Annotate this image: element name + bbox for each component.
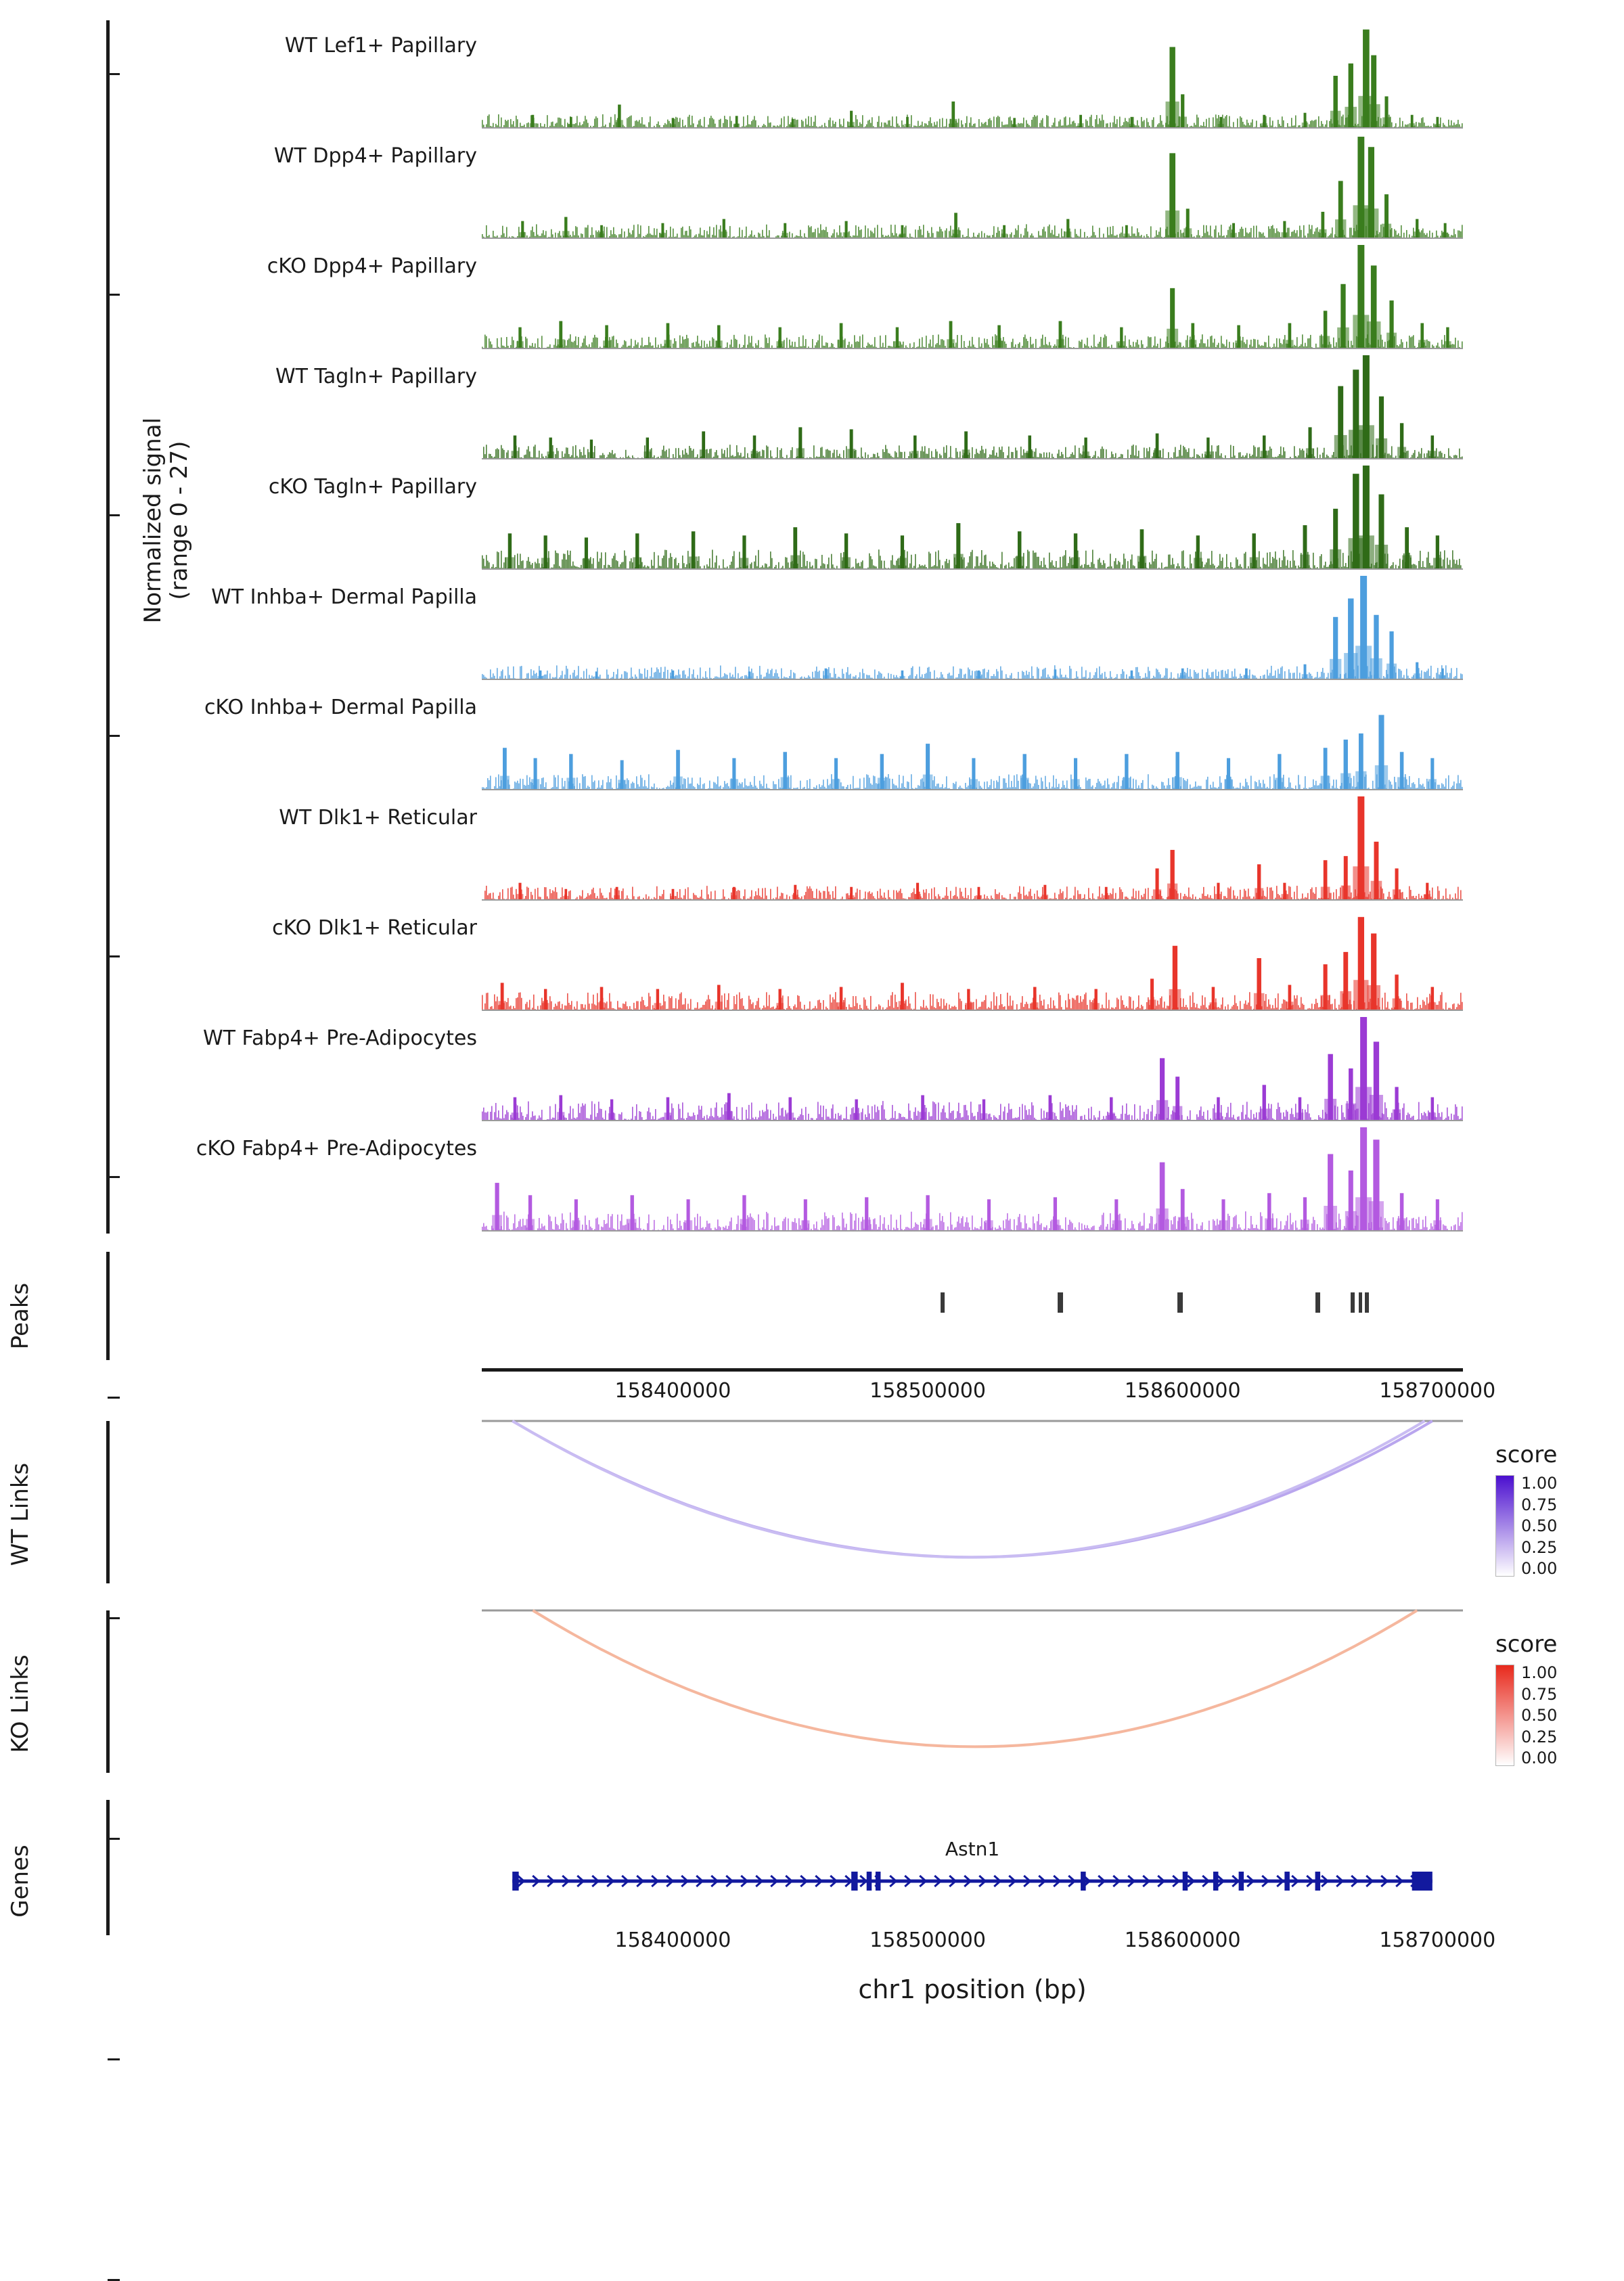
coverage-signal (482, 241, 1463, 349)
coverage-baseline (482, 789, 1463, 790)
wt-links-legend-ticks (1521, 1475, 1557, 1577)
wt-links-spine (106, 1421, 110, 1583)
coverage-signal (482, 351, 1463, 459)
peaks-label: Peaks (7, 1283, 34, 1349)
wt-legend-tick-1: 1.00 (1521, 1475, 1557, 1491)
ko-links-track (482, 1604, 1463, 1786)
ko-legend-tick-1: 1.00 (1521, 1665, 1557, 1681)
wt-legend-tick-4: 0.25 (1521, 1539, 1557, 1556)
coverage-baseline (482, 568, 1463, 570)
coverage-track (0, 792, 1624, 901)
coverage-track-label: WT Dlk1+ Reticular (279, 806, 477, 830)
coverage-baseline (482, 348, 1463, 349)
peaks-track (482, 1252, 1463, 1360)
genes-panel (0, 1793, 1624, 2030)
coverage-track (0, 1013, 1624, 1121)
peaks-spine (106, 1252, 110, 1360)
coverage-track-label: cKO Inhba+ Dermal Papilla (204, 696, 477, 719)
coverage-track-label: cKO Tagln+ Papillary (269, 475, 477, 499)
peak-mark (1177, 1292, 1183, 1313)
peak-mark (1058, 1292, 1063, 1313)
ko-links-legend (1495, 1631, 1610, 1766)
ko-links-legend-ticks (1521, 1665, 1557, 1766)
coverage-track (0, 903, 1624, 1011)
genome-tick-label: 158700000 (1379, 1379, 1495, 1403)
ko-links-spine (106, 1610, 110, 1773)
ko-links-panel (0, 1604, 1624, 1793)
exon-block (1239, 1872, 1244, 1891)
coverage-signal (482, 20, 1463, 129)
coverage-track-label: WT Lef1+ Papillary (285, 34, 477, 58)
coverage-baseline (482, 1230, 1463, 1232)
coverage-signal (482, 131, 1463, 239)
peak-mark (1359, 1292, 1363, 1313)
coverage-baseline (482, 899, 1463, 901)
genes-spine (106, 1800, 110, 1935)
exon-block (512, 1872, 518, 1891)
gene-body (482, 1793, 1463, 1928)
genome-tick-label: 158700000 (1379, 1928, 1495, 1952)
link-arc (512, 1421, 1424, 1557)
peak-mark (1365, 1292, 1369, 1313)
coverage-track (0, 461, 1624, 570)
coverage-baseline (482, 238, 1463, 239)
coverage-signal (482, 682, 1463, 790)
wt-links-panel (0, 1414, 1624, 1604)
ko-legend-tick-3: 0.50 (1521, 1707, 1557, 1723)
coverage-track (0, 20, 1624, 129)
coverage-track (0, 1123, 1624, 1232)
coverage-signal (482, 1013, 1463, 1121)
coverage-signal (482, 1123, 1463, 1232)
coverage-track-label: cKO Dpp4+ Papillary (267, 254, 477, 278)
exon-block (1213, 1872, 1219, 1891)
wt-links-track (482, 1414, 1463, 1597)
coverage-baseline (482, 679, 1463, 680)
ko-links-label: KO Links (7, 1654, 34, 1753)
wt-links-legend (1495, 1441, 1610, 1577)
link-arc (533, 1610, 1417, 1746)
coverage-track (0, 682, 1624, 790)
coverage-baseline (482, 1120, 1463, 1121)
wt-legend-tick-5: 0.00 (1521, 1560, 1557, 1577)
coverage-track-label: WT Inhba+ Dermal Papilla (211, 585, 477, 609)
y-axis-title-line1: Normalized signal (140, 378, 166, 662)
genome-axis-top (482, 1368, 1463, 1372)
exon-block (1183, 1872, 1188, 1891)
coverage-track-label: WT Fabp4+ Pre-Adipocytes (203, 1026, 477, 1050)
peaks-panel (0, 1252, 1624, 1401)
links-arcs (482, 1414, 1463, 1577)
coverage-tracks-panel (0, 20, 1624, 1238)
wt-legend-tick-2: 0.75 (1521, 1497, 1557, 1513)
ko-legend-tick-5: 0.00 (1521, 1750, 1557, 1766)
wt-legend-tick-3: 0.50 (1521, 1518, 1557, 1534)
genome-tick-label: 158600000 (1125, 1379, 1241, 1403)
genome-tick-label: 158400000 (615, 1928, 731, 1952)
coverage-track (0, 241, 1624, 349)
peak-mark (941, 1292, 945, 1313)
exon-block (1284, 1872, 1290, 1891)
wt-links-label: WT Links (7, 1463, 34, 1566)
coverage-baseline (482, 458, 1463, 459)
y-axis-tick (108, 73, 120, 75)
coverage-signal (482, 572, 1463, 680)
peak-mark (1351, 1292, 1355, 1313)
coverage-track-label: WT Dpp4+ Papillary (274, 144, 477, 168)
exon-block (851, 1872, 857, 1891)
ko-legend-tick-2: 0.75 (1521, 1686, 1557, 1702)
links-arcs (482, 1604, 1463, 1766)
genome-tick-label: 158500000 (870, 1928, 986, 1952)
exon-block (1081, 1872, 1086, 1891)
x-axis-title: chr1 position (bp) (482, 1974, 1463, 2004)
peak-mark (1315, 1292, 1321, 1313)
coverage-track-label: WT Tagln+ Papillary (275, 365, 477, 388)
coverage-signal (482, 461, 1463, 570)
ko-links-legend-title: score (1495, 1631, 1610, 1658)
genome-tick-label: 158600000 (1125, 1928, 1241, 1952)
exon-block (1315, 1872, 1321, 1891)
exon-block (867, 1872, 872, 1891)
coverage-track (0, 572, 1624, 680)
ko-links-legend-colorbar (1495, 1665, 1514, 1766)
coverage-track-label: cKO Fabp4+ Pre-Adipocytes (196, 1137, 477, 1160)
coverage-baseline (482, 127, 1463, 129)
exon-block (876, 1872, 881, 1891)
wt-links-legend-title: score (1495, 1441, 1610, 1468)
coverage-signal (482, 792, 1463, 901)
genome-tick-label: 158400000 (615, 1379, 731, 1403)
gene-name-label: Astn1 (945, 1838, 999, 1860)
coverage-track-label: cKO Dlk1+ Reticular (272, 916, 477, 940)
exon-block (1412, 1872, 1433, 1891)
coverage-track (0, 131, 1624, 239)
genome-tick-label: 158500000 (870, 1379, 986, 1403)
y-axis-tick (108, 2058, 120, 2060)
gene-model-track (482, 1793, 1463, 1928)
ko-legend-tick-4: 0.25 (1521, 1729, 1557, 1745)
wt-links-legend-colorbar (1495, 1475, 1514, 1577)
coverage-baseline (482, 1010, 1463, 1011)
y-axis-title-line2: (range 0 - 27) (166, 378, 193, 662)
coverage-track (0, 351, 1624, 459)
coverage-signal (482, 903, 1463, 1011)
genes-label: Genes (7, 1845, 34, 1917)
